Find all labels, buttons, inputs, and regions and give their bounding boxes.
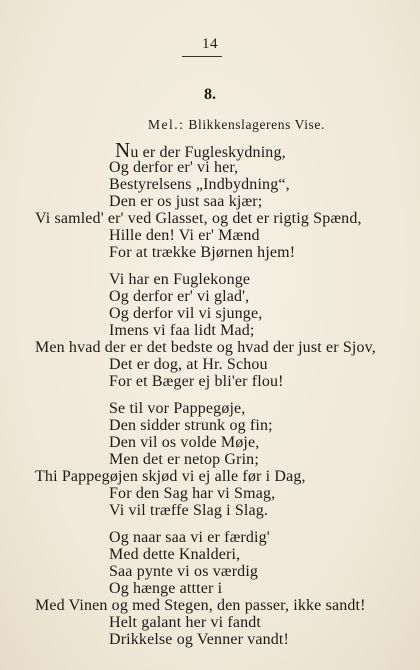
header-rule [182,56,222,57]
drop-cap-letter: N [115,138,131,162]
verse-line: For at trække Bjørnen hjem! [109,244,296,261]
verse-line: Og derfor er' vi her, [109,159,239,176]
verse-line: Imens vi faa lidt Mad; [109,322,255,339]
melody-label: Mel.: [148,117,185,132]
melody-line [148,117,325,133]
verse-line: Den sidder strunk og fin; [109,417,273,434]
verse-line: Og derfor vil vi sjunge, [109,305,263,322]
verse-line: Og derfor er' vi glad', [109,288,250,305]
verse-line: For den Sag har vi Smag, [109,485,276,502]
verse-line: Den vil os volde Møje, [109,434,260,451]
verse-line: Men det er netop Grin; [109,451,259,468]
verse-line: Hille den! Vi er' Mænd [109,227,260,244]
verse-line: Vi vil træffe Slag i Slag. [109,502,269,519]
verse-line: Det er dog, at Hr. Schou [109,356,268,373]
verse-line: Med dette Knalderi, [109,546,241,563]
verse-line: Og hænge attter i [109,580,223,597]
verse-line: Den er os just saa kjær; [109,193,263,210]
verse-line: Bestyrelsens „Indbydning“, [109,176,290,193]
song-number: 8. [204,86,216,103]
verse-line: Drikkelse og Venner vandt! [109,631,290,648]
verse-line: For et Bæger ej bli'er flou! [109,373,284,390]
verse-line: Vi samled' er' ved Glasset, og det er rigtig Spænd, [35,210,362,227]
verse-line: Helt galant her vi fandt [109,614,261,631]
verse-line: Thi Pappegøjen skjød vi ej alle før i Dag, [35,468,306,485]
page-number: 14 [202,36,218,52]
verse-line: Vi har en Fuglekonge [109,271,251,288]
verse-line: Med Vinen og med Stegen, den passer, ikke sandt! [35,597,366,614]
melody-tune: Blikkenslagerens Vise. [188,117,325,132]
verse-line: Og naar saa vi er færdig' [109,529,270,546]
verse-line: Nu er der Fugleskydning, [115,138,286,162]
verse-line: Se til vor Pappegøje, [109,400,246,417]
verse-line: Saa pynte vi os værdig [109,563,259,580]
verse-line: Men hvad der er det bedste og hvad der just er Sjov, [35,339,376,356]
